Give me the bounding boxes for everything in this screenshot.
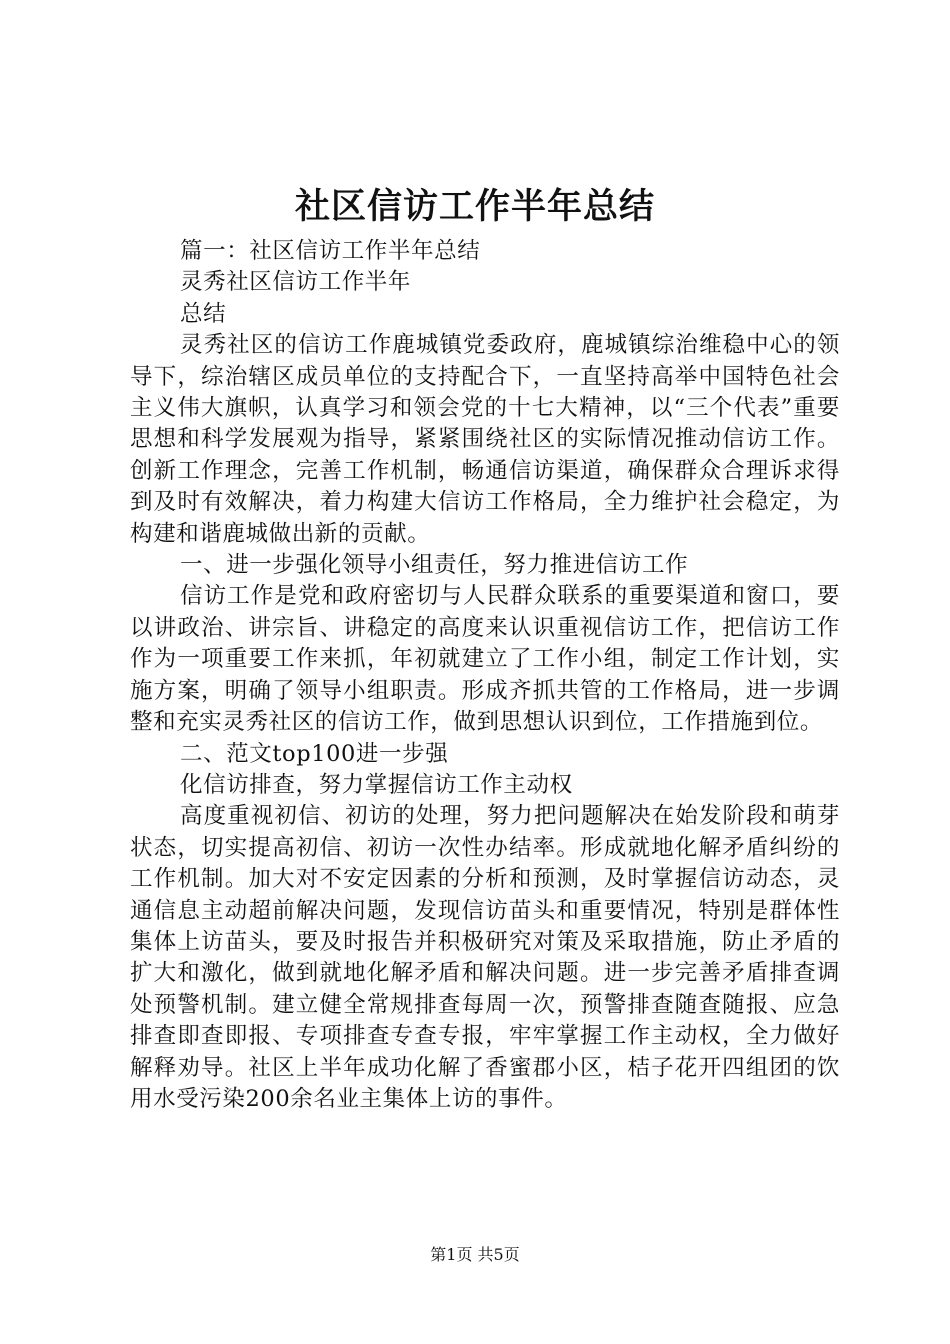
page-number-footer: 第1页 共5页 [430, 1245, 520, 1264]
subtitle-line-continued: 总结 [180, 300, 227, 327]
section-heading-two-continued: 化信访排查，努力掌握信访工作主动权 [180, 771, 573, 798]
section-heading-one: 一、进一步强化领导小组责任，努力推进信访工作 [180, 552, 689, 579]
section-two-paragraph: 高度重视初信、初访的处理，努力把问题解决在始发阶段和萌芽状态，切实提高初信、初访一次性办结率。形成就地化解矛盾纠纷的工作机制。加大对不安定因素的分析和预测，及时掌握信访动态，灵通信息主动超前解决问题，发现信访苗头和重要情况，特别是群体性集体上访苗头，要及时报告并积极研究对策及采取措施，防止矛盾的扩大和激化，做到就地化解矛盾和解决问题。进一步完善矛盾排查调处预警机制。建立健全常规排查每周一次，预警排查随查随报、应急排查即查即报、专项排查专查专报，牢牢掌握工作主动权，全力做好解释劝导。社区上半年成功化解了香蜜郡小区，桔子花开四组团的饮用水受污染200余名业主集体上访的事件。 [130, 803, 840, 1112]
intro-paragraph: 灵秀社区的信访工作鹿城镇党委政府，鹿城镇综治维稳中心的领导下，综治辖区成员单位的支持配合下，一直坚持高举中国特色社会主义伟大旗帜，认真学习和领会党的十七大精神，以“三个代表”重要思想和科学发展观为指导，紧紧围绕社区的实际情况推动信访工作。创新工作理念，完善工作机制，畅通信访渠道，确保群众合理诉求得到及时有效解决，着力构建大信访工作格局，全力维护社会稳定，为构建和谐鹿城做出新的贡献。 [130, 332, 840, 547]
document-title: 社区信访工作半年总结 [294, 186, 655, 227]
subtitle-line: 灵秀社区信访工作半年 [180, 269, 412, 296]
section-heading-two: 二、范文top100进一步强 [180, 740, 449, 767]
section-one-paragraph: 信访工作是党和政府密切与人民群众联系的重要渠道和窗口，要以讲政治、讲宗旨、讲稳定的高度来认识重视信访工作，把信访工作作为一项重要工作来抓，年初就建立了工作小组，制定工作计划，实施方案，明确了领导小组职责。形成齐抓共管的工作格局，进一步调整和充实灵秀社区的信访工作，做到思想认识到位，工作措施到位。 [130, 583, 840, 736]
document-body [130, 236, 840, 1115]
section-heading-part-one: 篇一：社区信访工作半年总结 [180, 238, 481, 264]
